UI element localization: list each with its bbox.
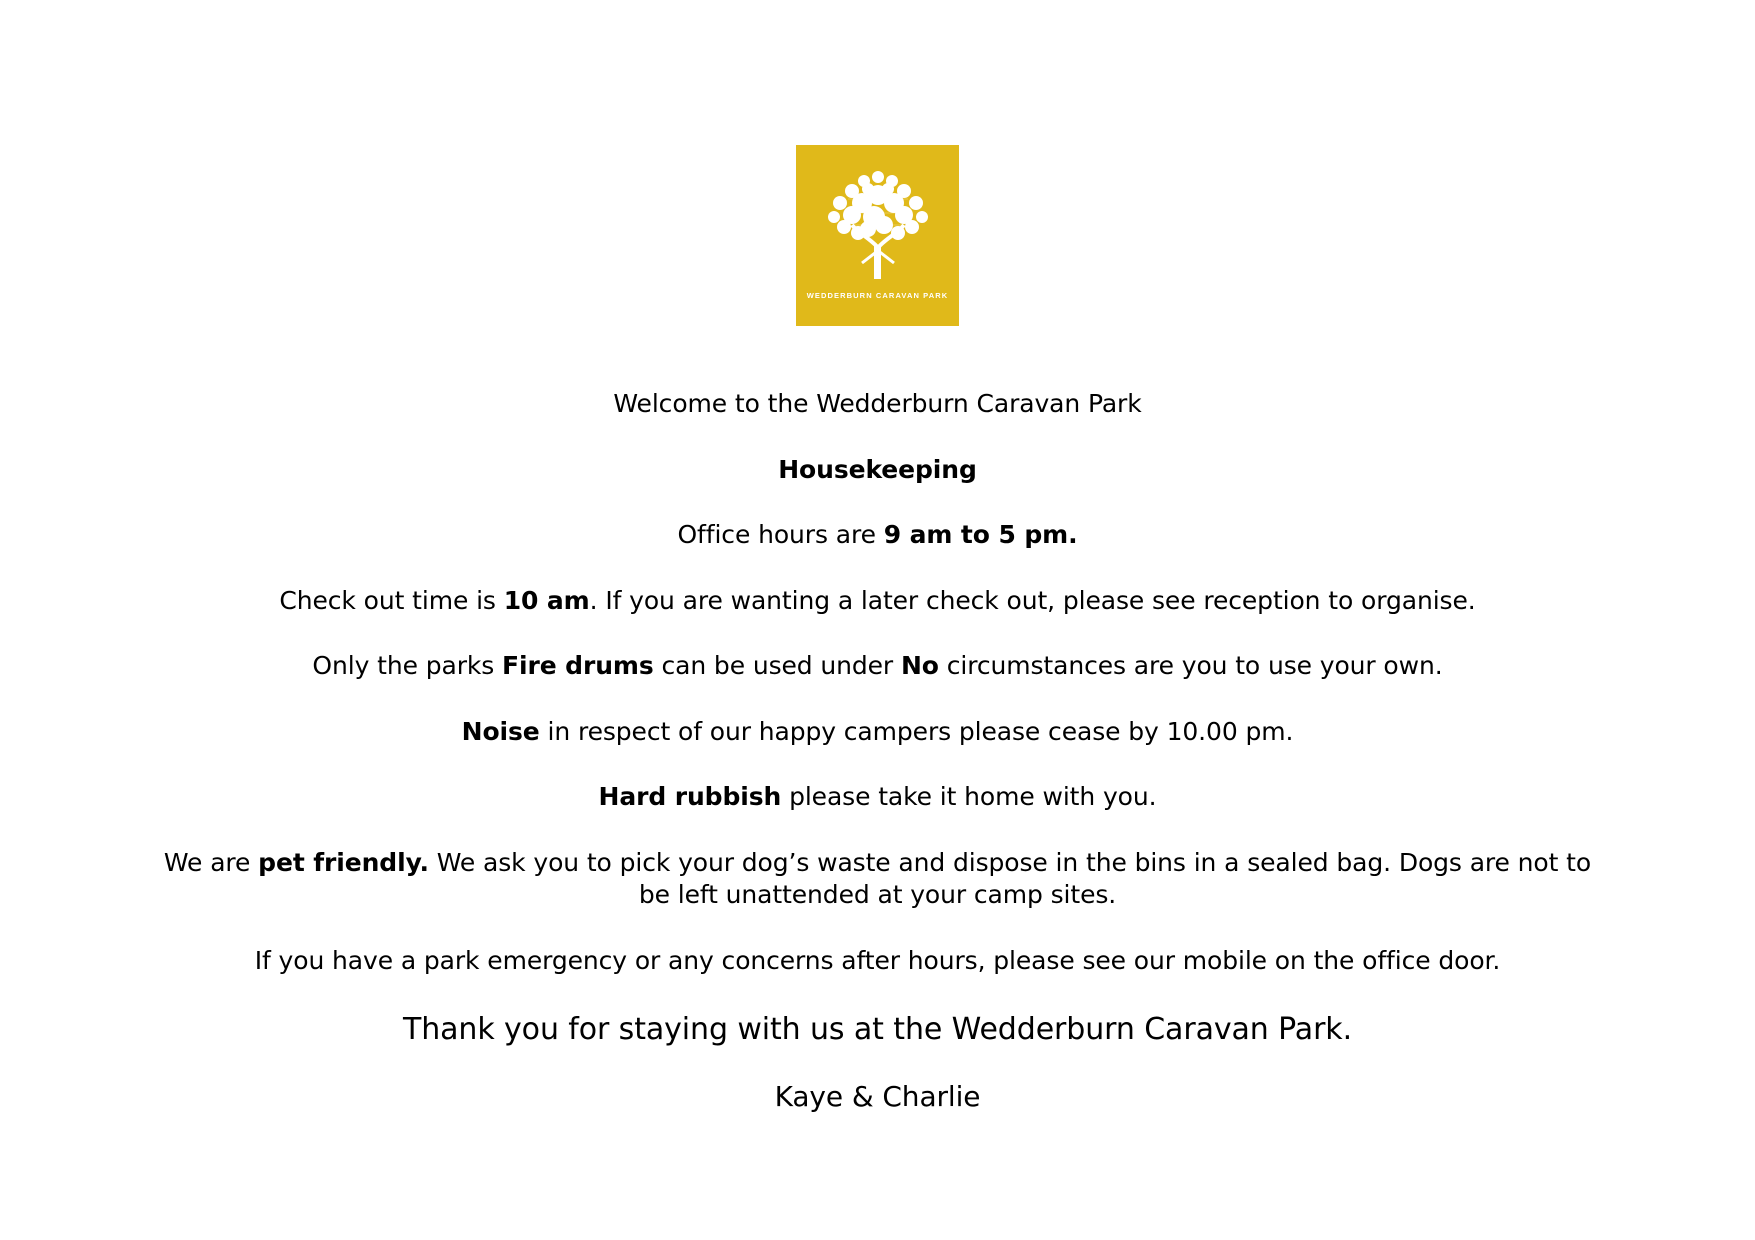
thank-you-line: Thank you for staying with us at the Wedderburn Caravan Park. (402, 1012, 1353, 1047)
pet-friendly-line (155, 847, 1600, 912)
noise-post: in respect of our happy campers please cease by 10.00 pm. (539, 716, 1294, 746)
check-out-pre: Check out time is (279, 585, 504, 615)
office-hours-pre: Office hours are (677, 520, 884, 549)
wedderburn-caravan-park-logo (796, 145, 959, 326)
tree-logo-icon (818, 159, 938, 289)
office-hours-line (155, 519, 1600, 552)
noise-line (155, 716, 1600, 749)
fire-drums-bold: Fire drums (502, 651, 654, 680)
emergency-line: If you have a park emergency or any concerns after hours, please see our mobile on the office door. (254, 945, 1501, 975)
fire-drums-post: circumstances are you to use your own. (938, 651, 1443, 680)
logo-container (0, 145, 1755, 326)
office-hours-bold: 9 am to 5 pm. (883, 520, 1078, 549)
document-body (0, 388, 1755, 1115)
hard-rubbish-line (155, 781, 1600, 814)
check-out-line (155, 585, 1600, 618)
pet-friendly-bold: pet friendly. (258, 847, 429, 877)
check-out-post: . If you are wanting a later check out, please see reception to organise. (589, 585, 1476, 615)
housekeeping-heading: Housekeeping (778, 454, 977, 484)
noise-bold: Noise (461, 716, 540, 746)
fire-drums-line (155, 650, 1600, 683)
pet-friendly-post: We ask you to pick your dog’s waste and dispose in the bins in a sealed bag. Dogs are not to be left unattended at your camp sites. (428, 847, 1592, 909)
fire-drums-pre: Only the parks (312, 651, 503, 680)
signature-line: Kaye & Charlie (774, 1080, 981, 1113)
fire-drums-bold-no: No (900, 651, 939, 680)
hard-rubbish-post: please take it home with you. (781, 782, 1157, 811)
welcome-line: Welcome to the Wedderburn Caravan Park (613, 389, 1142, 418)
check-out-bold: 10 am (503, 585, 590, 615)
fire-drums-mid: can be used under (653, 651, 901, 680)
hard-rubbish-bold: Hard rubbish (598, 782, 782, 811)
logo-caption: WEDDERBURN CARAVAN PARK (806, 291, 949, 300)
pet-friendly-pre: We are (163, 847, 259, 877)
